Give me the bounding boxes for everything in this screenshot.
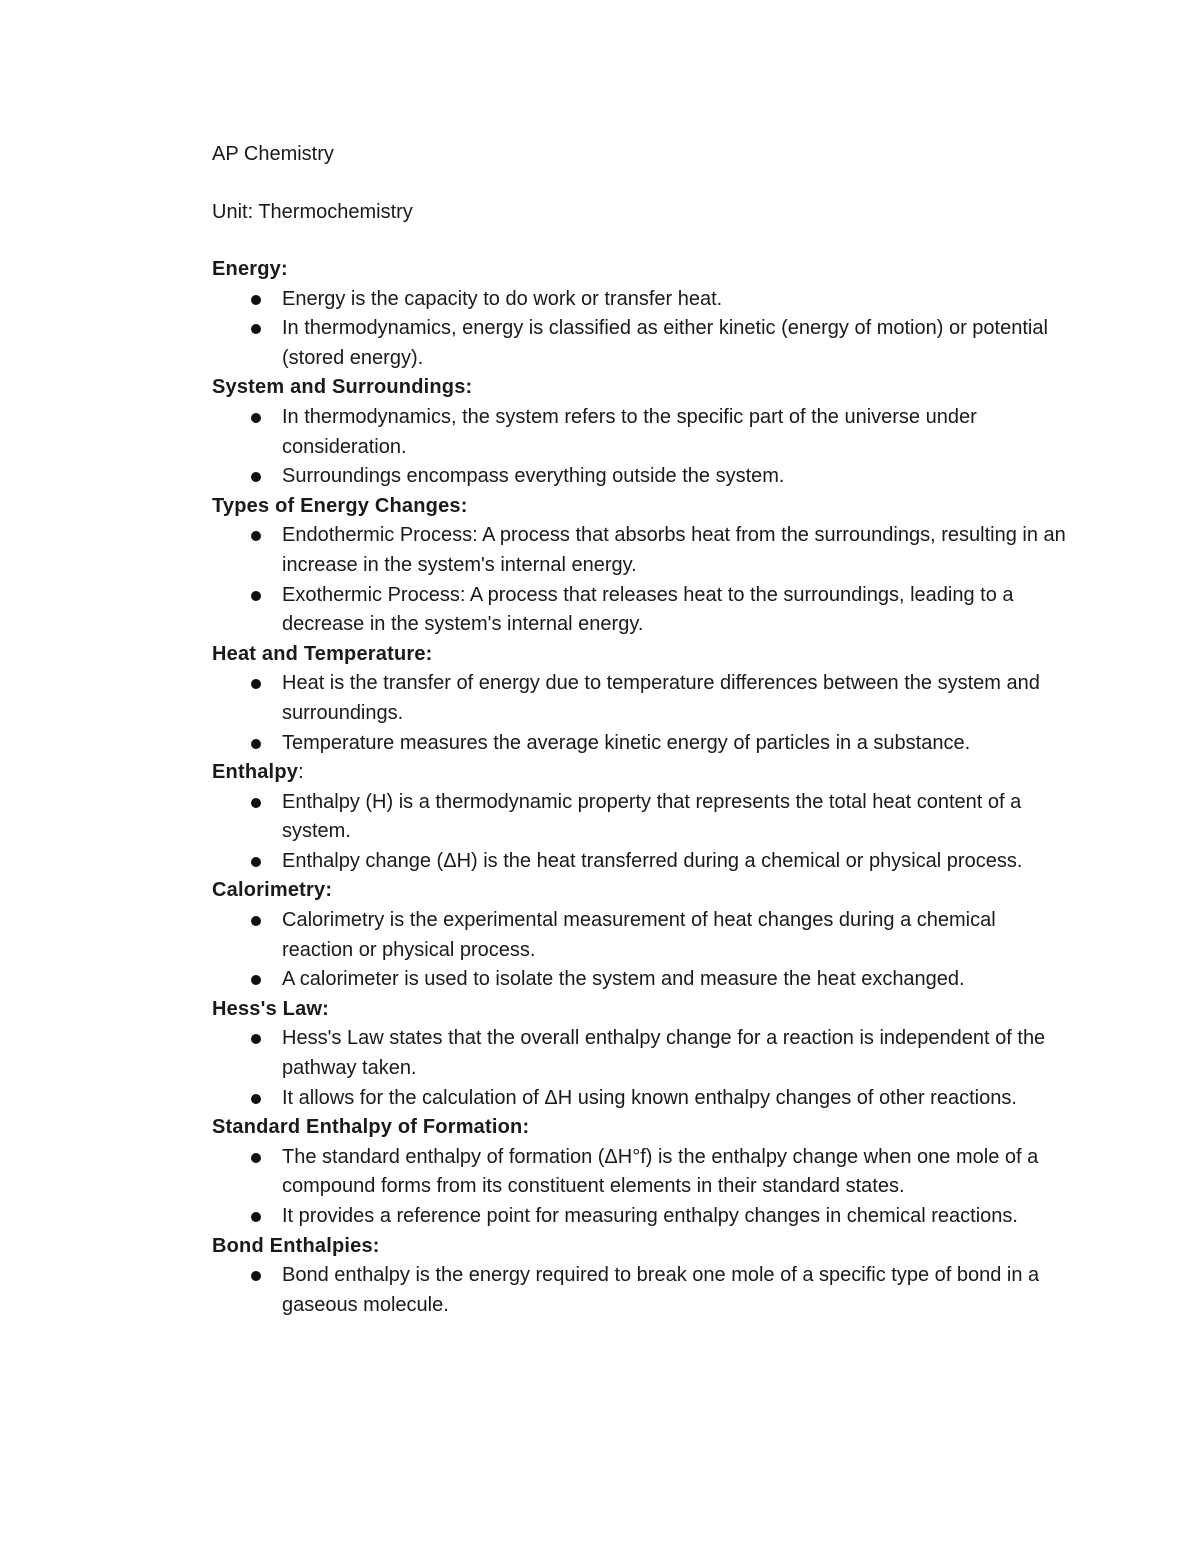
bullet-list: [212, 1261, 1072, 1320]
list-item-text: Temperature measures the average kinetic energy of particles in a substance.: [282, 731, 971, 754]
list-item-text: Hess's Law states that the overall enthalpy change for a reaction is independent of the pathway taken.: [282, 1027, 1046, 1080]
list-item: [212, 1202, 1072, 1232]
section-heading: [212, 492, 1072, 522]
notes-section: [212, 373, 1072, 491]
bullet-icon: [251, 1212, 261, 1222]
list-item: [212, 581, 1072, 640]
list-item-text: It allows for the calculation of ΔH using known enthalpy changes of other reactions.: [282, 1086, 1017, 1109]
notes-sections: [212, 255, 1072, 1320]
list-item: [212, 906, 1072, 965]
list-item: [212, 1024, 1072, 1083]
section-heading-text: Heat and Temperature:: [212, 642, 433, 665]
bullet-list: [212, 788, 1072, 877]
section-heading-text: Calorimetry:: [212, 879, 333, 902]
list-item: [212, 847, 1072, 877]
bullet-icon: [251, 975, 261, 985]
list-item: [212, 1261, 1072, 1320]
list-item: [212, 729, 1072, 759]
section-heading-text: Standard Enthalpy of Formation:: [212, 1116, 530, 1139]
bullet-icon: [251, 472, 261, 482]
list-item-text: Heat is the transfer of energy due to temperature differences between the system and surroundings.: [282, 672, 1040, 724]
list-item: [212, 669, 1072, 728]
section-heading: [212, 876, 1072, 906]
bullet-list: [212, 403, 1072, 492]
bullet-icon: [251, 679, 261, 689]
list-item: [212, 1084, 1072, 1114]
notes-section: [212, 492, 1072, 640]
list-item-text: A calorimeter is used to isolate the system and measure the heat exchanged.: [282, 968, 965, 991]
bullet-icon: [251, 1034, 261, 1044]
list-item-text: Enthalpy change (ΔH) is the heat transferred during a chemical or physical process.: [282, 849, 1023, 872]
section-heading-text: Energy:: [212, 258, 288, 280]
list-item-text: Enthalpy (H) is a thermodynamic property that represents the total heat content of a system.: [282, 790, 1022, 843]
bullet-list: [212, 906, 1072, 995]
list-item: [212, 521, 1072, 580]
notes-section: [212, 1113, 1072, 1231]
section-heading-suffix: :: [298, 761, 304, 784]
list-item-text: Calorimetry is the experimental measurement of heat changes during a chemical reaction or physical process.: [282, 909, 996, 961]
section-heading-text: Enthalpy: [212, 761, 299, 784]
section-heading-text: Bond Enthalpies:: [212, 1234, 380, 1257]
bullet-icon: [251, 591, 261, 601]
list-item: [212, 314, 1072, 373]
list-item-text: It provides a reference point for measuring enthalpy changes in chemical reactions.: [282, 1205, 1018, 1227]
list-item: [212, 788, 1072, 847]
section-heading: [212, 373, 1072, 403]
list-item: [212, 965, 1072, 995]
list-item: [212, 285, 1072, 315]
notes-section: [212, 640, 1072, 758]
list-item-text: Surroundings encompass everything outside the system.: [282, 465, 785, 488]
bullet-list: [212, 285, 1072, 374]
bullet-icon: [251, 531, 261, 541]
document-page: [212, 139, 1072, 1320]
list-item-text: Endothermic Process: A process that absorbs heat from the surroundings, resulting in an increase in the system's internal energy.: [282, 524, 1066, 576]
bullet-icon: [251, 798, 261, 808]
bullet-list: [212, 521, 1072, 639]
bullet-icon: [251, 1094, 261, 1104]
notes-section: [212, 876, 1072, 994]
list-item-text: Energy is the capacity to do work or transfer heat.: [282, 287, 723, 310]
bullet-icon: [251, 916, 261, 926]
section-heading: [212, 255, 1072, 285]
bullet-icon: [251, 739, 261, 749]
notes-section: [212, 995, 1072, 1113]
section-heading: [212, 995, 1072, 1025]
bullet-icon: [251, 1271, 261, 1281]
section-heading-text: System and Surroundings:: [212, 376, 473, 399]
list-item-text: In thermodynamics, the system refers to the specific part of the universe under consideration.: [282, 405, 977, 458]
bullet-icon: [251, 857, 261, 867]
bullet-icon: [251, 413, 261, 423]
bullet-icon: [251, 1153, 261, 1163]
notes-section: [212, 758, 1072, 876]
bullet-list: [212, 1024, 1072, 1113]
section-heading: [212, 640, 1072, 670]
bullet-list: [212, 669, 1072, 758]
section-heading: [212, 1232, 1072, 1262]
list-item-text: In thermodynamics, energy is classified as either kinetic (energy of motion) or potential (stored energy).: [282, 317, 1048, 369]
list-item: [212, 462, 1072, 492]
list-item: [212, 403, 1072, 462]
bullet-icon: [251, 295, 261, 305]
list-item-text: Exothermic Process: A process that releases heat to the surroundings, leading to a decrease in the system's internal energy.: [282, 583, 1014, 636]
list-item: [212, 1143, 1072, 1202]
list-item-text: Bond enthalpy is the energy required to break one mole of a specific type of bond in a gaseous molecule.: [282, 1264, 1040, 1316]
list-item-text: The standard enthalpy of formation (ΔH°f) is the enthalpy change when one mole of a compound forms from its constituent elements in their standard states.: [282, 1145, 1039, 1198]
unit-subtitle: Unit: Thermochemistry: [212, 201, 413, 223]
notes-section: [212, 1232, 1072, 1321]
section-heading-text: Types of Energy Changes:: [212, 494, 468, 517]
document-title: AP Chemistry: [212, 143, 334, 165]
section-heading-text: Hess's Law:: [212, 997, 330, 1020]
bullet-list: [212, 1143, 1072, 1232]
notes-section: [212, 255, 1072, 373]
bullet-icon: [251, 324, 261, 334]
section-heading: [212, 1113, 1072, 1143]
section-heading: [212, 758, 1072, 788]
